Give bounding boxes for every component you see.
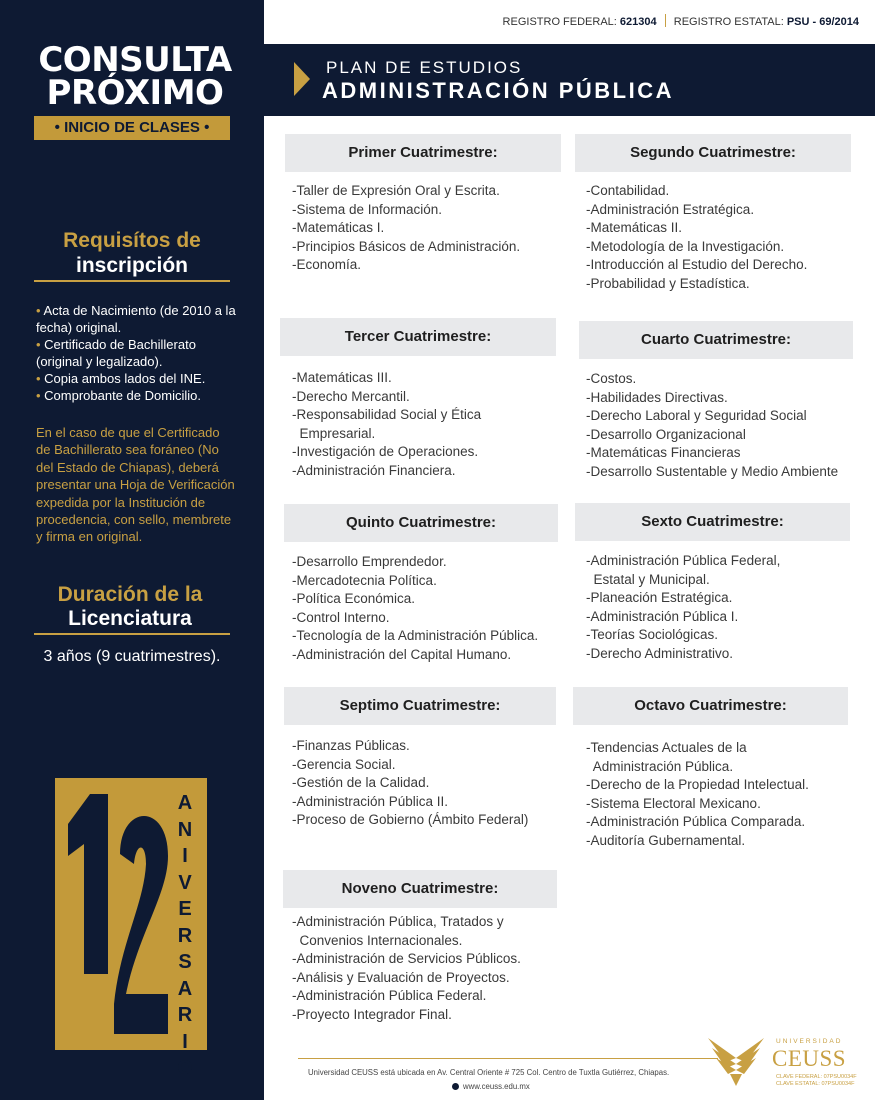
semester-header: Octavo Cuatrimestre: [573, 687, 848, 725]
proximo-line: PRÓXIMO [46, 73, 224, 113]
subject: -Desarrollo Emprendedor. [292, 554, 447, 569]
subject: Empresarial. [292, 425, 376, 441]
subject: -Sistema de Información. [292, 201, 443, 217]
subject: -Derecho de la Propiedad Intelectual. [586, 777, 809, 793]
semester-list [292, 182, 520, 275]
subject: -Administración Financiera. [292, 462, 456, 478]
divider [34, 280, 230, 282]
registration-info: REGISTRO FEDERAL: 621304 REGISTRO ESTATAL: PSU - 69/2014 [502, 16, 859, 28]
semester-list [586, 739, 809, 851]
requisitos-title-line2: inscripción [75, 254, 189, 277]
subject: -Sistema Electoral Mexicano. [586, 795, 761, 811]
subject: -Investigación de Operaciones. [292, 444, 479, 460]
logo-clave-federal: CLAVE FEDERAL: 07PSU0034F [776, 1074, 857, 1080]
anniversary-letter: N [177, 818, 193, 841]
subject: -Costos. [586, 371, 637, 386]
subject: -Planeación Estratégica. [586, 590, 733, 606]
subject: -Metodología de la Investigación. [586, 238, 785, 254]
semester-header: Sexto Cuatrimestre: [575, 503, 850, 541]
subject: -Finanzas Públicas. [292, 738, 410, 753]
anniversary-letter: R [177, 924, 193, 947]
subject: -Derecho Mercantil. [292, 388, 410, 404]
subject: -Administración Pública Federal. [292, 988, 487, 1004]
subject: -Matemáticas I. [292, 220, 385, 236]
requirements-list [36, 302, 236, 404]
consulta-heading [30, 40, 240, 113]
subject: -Control Interno. [292, 609, 390, 625]
divider [34, 633, 230, 635]
requisitos-title-line1: Requisítos de [63, 229, 201, 252]
semester-list [586, 182, 807, 294]
subject: -Administración Estratégica. [586, 201, 755, 217]
subject: -Gestión de la Calidad. [292, 775, 430, 791]
semester-header: Quinto Cuatrimestre: [284, 504, 558, 542]
subject: -Contabilidad. [586, 183, 670, 198]
subject: -Matemáticas III. [292, 370, 392, 385]
subject: -Auditoría Gubernamental. [586, 832, 746, 848]
anniversary-letter: E [178, 898, 192, 920]
requirement-item: • Copia ambos lados del INE. [36, 371, 206, 386]
duracion-title-line1: Duración de la [57, 583, 203, 606]
subject: -Mercadotecnia Política. [292, 572, 437, 588]
semester-list [292, 369, 481, 481]
subject: -Teorías Sociológicas. [586, 627, 719, 643]
subject: -Administración del Capital Humano. [292, 646, 512, 662]
semester-list [292, 737, 528, 830]
subject: -Responsabilidad Social y Ética [292, 407, 482, 423]
semester-header: Septimo Cuatrimestre: [284, 687, 556, 725]
subject: -Matemáticas II. [586, 220, 683, 236]
career-title: ADMINISTRACIÓN PÚBLICA [322, 78, 674, 103]
subject: -Derecho Administrativo. [586, 645, 734, 661]
subject: -Análisis y Evaluación de Proyectos. [292, 969, 510, 985]
anniversary-letter: I [182, 1030, 188, 1053]
subject: -Gerencia Social. [292, 756, 396, 772]
semester-list [292, 913, 521, 1025]
subject: -Administración Pública Federal, [586, 553, 781, 568]
anniversary-letter: A [177, 977, 193, 1000]
subject: -Derecho Laboral y Seguridad Social [586, 408, 807, 424]
semester-header: Segundo Cuatrimestre: [575, 134, 851, 172]
duracion-title [30, 583, 230, 631]
footer-website[interactable] [452, 1082, 530, 1091]
duracion-title-line2: Licenciatura [68, 607, 192, 630]
ceuss-logo-icon [706, 1028, 766, 1088]
anniversary-letter: V [178, 871, 192, 894]
semester-header: Primer Cuatrimestre: [285, 134, 561, 172]
subject: -Administración Pública II. [292, 793, 449, 809]
logo-clave-estatal: CLAVE ESTATAL: 07PSU0034F [776, 1081, 855, 1087]
requirement-item: • Certificado de Bachillerato (original y legalizado). [36, 337, 196, 369]
subject: -Proceso de Gobierno (Ámbito Federal) [292, 812, 529, 828]
requisitos-title [34, 228, 230, 278]
subject: -Administración Pública, Tratados y [292, 914, 504, 929]
subject: -Proyecto Integrador Final. [292, 1006, 452, 1022]
semester-header: Cuarto Cuatrimestre: [579, 321, 853, 359]
subject: -Economía. [292, 257, 362, 273]
subject: -Administración de Servicios Públicos. [292, 951, 521, 967]
subject: -Matemáticas Financieras [586, 445, 741, 461]
subject: -Política Económica. [292, 591, 416, 607]
footer-address: Universidad CEUSS está ubicada en Av. Central Oriente # 725 Col. Centro de Tuxtla Gutiérrez, Chiapas. [308, 1068, 670, 1077]
subject: Convenios Internacionales. [292, 932, 463, 948]
anniversary-letter: O [177, 1057, 193, 1079]
semester-header: Tercer Cuatrimestre: [280, 318, 556, 356]
website-link[interactable]: www.ceuss.edu.mx [463, 1082, 530, 1091]
registration-bar [264, 0, 875, 44]
subject: -Taller de Expresión Oral y Escrita. [292, 183, 500, 198]
logo-name: CEUSS [772, 1046, 847, 1071]
consulta-line: CONSULTA [38, 40, 232, 80]
footer-divider [298, 1058, 718, 1059]
anniversary-letter: R [177, 1004, 193, 1026]
anniversary-12-graphic [60, 784, 170, 1046]
subject: -Tendencias Actuales de la [586, 740, 747, 755]
plan-label: PLAN DE ESTUDIOS [326, 58, 523, 77]
duration-value: 3 años (9 cuatrimestres). [43, 648, 221, 665]
logo-universidad: UNIVERSIDAD [776, 1038, 843, 1045]
subject: -Administración Pública Comparada. [586, 814, 806, 830]
semester-header: Noveno Cuatrimestre: [283, 870, 557, 908]
subject: -Introducción al Estudio del Derecho. [586, 257, 808, 273]
semester-list [586, 370, 838, 482]
arrow-icon [294, 62, 310, 96]
subject: -Desarrollo Organizacional [586, 426, 746, 442]
semester-list [586, 552, 780, 664]
subject: Estatal y Municipal. [586, 571, 710, 587]
subject: -Tecnología de la Administración Pública. [292, 628, 539, 644]
foreign-certificate-note: En el caso de que el Certificado de Bachillerato sea foráneo (No del Estado de Chiapas), deberá presentar una Hoja de Verificación expedida por la Institución de procedencia, con sello, membrete y firma en original. [36, 425, 235, 545]
anniversary-word [170, 790, 200, 1082]
subject: Administración Pública. [586, 758, 734, 774]
subject: -Habilidades Directivas. [586, 389, 728, 405]
anniversary-letter: S [178, 951, 192, 973]
anniversary-letter: A [177, 792, 193, 814]
globe-icon [452, 1083, 459, 1090]
requirement-item: • Comprobante de Domicilio. [36, 388, 201, 403]
semester-list [292, 553, 538, 665]
subject: -Probabilidad y Estadística. [586, 275, 750, 291]
requirement-item: • Acta de Nacimiento (de 2010 a la fecha) original. [36, 303, 236, 335]
subject: -Principios Básicos de Administración. [292, 238, 521, 254]
inicio-clases-badge: • INICIO DE CLASES • [34, 116, 230, 140]
subject: -Administración Pública I. [586, 608, 739, 624]
subject: -Desarrollo Sustentable y Medio Ambiente [586, 463, 839, 479]
anniversary-letter: I [182, 845, 188, 867]
